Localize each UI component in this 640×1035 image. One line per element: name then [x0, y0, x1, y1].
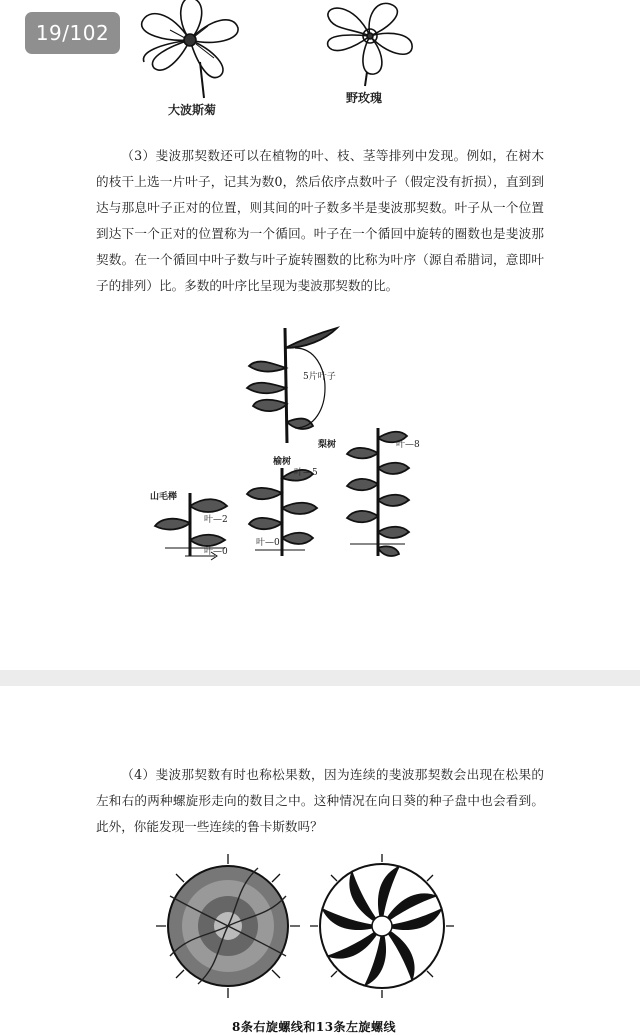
wild-rose-label: 野玫瑰	[346, 91, 383, 105]
wild-rose-illustration	[320, 0, 420, 88]
label-elm: 榆树	[273, 457, 292, 467]
page-counter-badge: 19/102	[25, 12, 120, 54]
document-page-20	[0, 686, 640, 1035]
paragraph-3	[96, 143, 544, 299]
spiral-figure-caption: 8条右旋螺线和13条左旋螺线	[232, 1020, 397, 1034]
cosmos-flower-illustration	[130, 0, 250, 100]
label-leaf-0-middle: 叶—0	[256, 538, 280, 548]
label-leaf-2: 叶—2	[204, 515, 228, 525]
label-beech: 山毛榉	[150, 492, 178, 502]
paragraph-4	[96, 762, 544, 840]
phyllotaxis-figure	[145, 318, 435, 573]
label-leaf-5: 叶—5	[294, 468, 318, 478]
label-leaf-0-left: 叶—0	[204, 547, 228, 557]
cosmos-label: 大波斯菊	[168, 103, 217, 117]
paragraph-4-text: （4）斐波那契数有时也称松果数，因为连续的斐波那契数会出现在松果的左和右的两种螺旋形走向的数目之中。这种情况在向日葵的种子盘中也会看到。此外，你能发现一些连续的鲁卡斯数吗？	[96, 767, 544, 834]
label-leaf-8: 叶—8	[396, 440, 420, 450]
paragraph-3-text: （3）斐波那契数还可以在植物的叶、枝、茎等排列中发现。例如，在树木的枝干上选一片叶子，记其为数0，然后依序点数叶子（假定没有折损），直到到达与那息叶子正对的位置，则其间的叶子数多半是斐波那契数。叶子从一个位置到达下一个正对的位置称为一个循回。叶子在一个循回中旋转的圈数也是斐波那契数。在一个循回中叶子数与叶子旋转圈数的比称为叶序（源自希腊词，意即叶子的排列）比。多数的叶序比呈现为斐波那契数的比。	[96, 148, 544, 293]
sunflower-spiral-figure	[150, 852, 470, 1000]
page-separator	[0, 670, 640, 686]
label-pear: 梨树	[318, 440, 337, 450]
label-five-leaves: 5片叶子	[303, 372, 336, 382]
